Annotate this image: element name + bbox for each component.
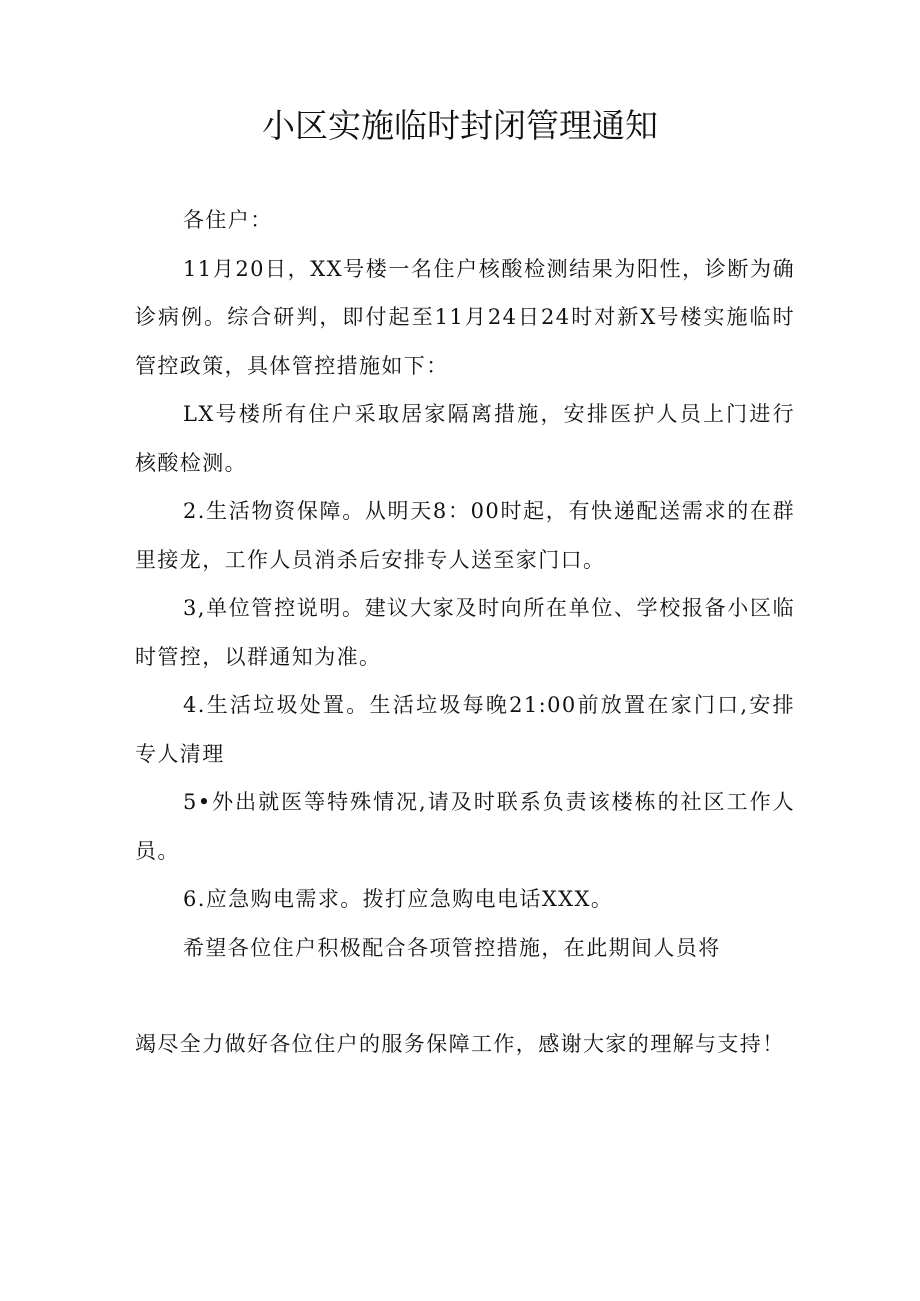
blank-gap	[135, 972, 795, 1020]
salutation: 各住户：	[183, 208, 273, 232]
notice-body	[135, 196, 795, 1069]
paragraph-workplace: 3,单位管控说明。建议大家及时向所在单位、学校报备小区临时管控，以群通知为准。	[135, 596, 795, 669]
paragraph-medical: 5•外出就医等特殊情况,请及时联系负责该楼栋的社区工作人员。	[135, 790, 795, 863]
paragraph-cooperation: 希望各位住户积极配合各项管控措施，在此期间人员将	[183, 935, 721, 960]
paragraph-isolation: LX号楼所有住户采取居家隔离措施，安排医护人员上门进行核酸检测。	[135, 402, 795, 475]
paragraph-electricity: 6.应急购电需求。拨打应急购电电话XXX。	[183, 887, 614, 911]
paragraph-garbage: 4.生活垃圾处置。生活垃圾每晚21:00前放置在家门口,安排专人清理	[135, 693, 795, 766]
notice-title: 小区实施临时封闭管理通知	[262, 106, 658, 145]
paragraph-announcement: 11月20日，XX号楼一名住户核酸检测结果为阳性，诊断为确诊病例。综合研判，即付起至11月24日24时对新X号楼实施临时管控政策，具体管控措施如下：	[135, 256, 795, 378]
closing-line: 竭尽全力做好各位住户的服务保障工作，感谢大家的理解与支持！	[135, 1032, 785, 1056]
paragraph-supplies: 2.生活物资保障。从明天8：00时起，有快递配送需求的在群里接龙，工作人员消杀后安排专人送至家门口。	[135, 499, 795, 572]
